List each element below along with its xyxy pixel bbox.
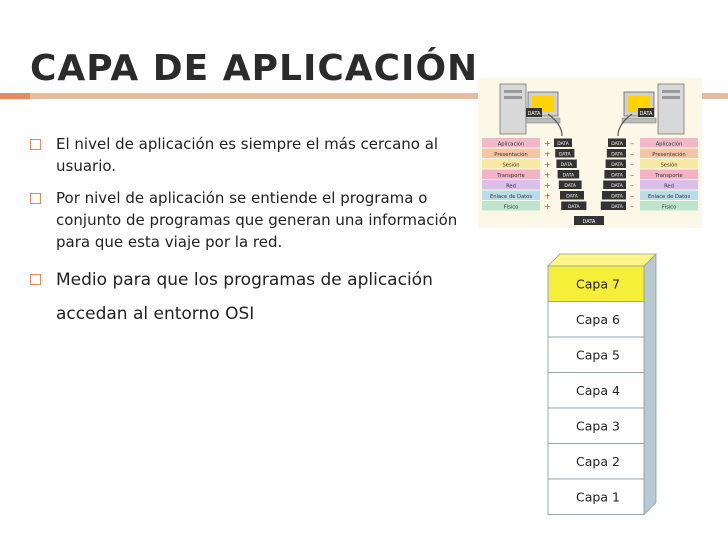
- osi-layer-label-left: Presentación: [494, 152, 528, 158]
- data-packet-label: DATA: [611, 173, 623, 179]
- data-packet-label: DATA: [611, 163, 623, 168]
- osi-layer-label-left: Físico: [503, 204, 519, 211]
- osi-layer-label-left: Enlace de Datos: [489, 194, 533, 200]
- minus-icon: –: [630, 139, 634, 148]
- bullet-text: El nivel de aplicación es siempre el más cercano al usuario.: [56, 135, 439, 175]
- osi-layer-label-right: Aplicación: [655, 141, 683, 148]
- bullet-text: Medio para que los programas de aplicación accedan al entorno OSI: [56, 270, 433, 324]
- bullet-text: Por nivel de aplicación se entiende el programa o conjunto de programas que generan una información para que esta viaje por la red.: [56, 189, 458, 251]
- osi-layer-label-right: Transporte: [655, 173, 683, 179]
- data-packet-label: DATA: [582, 219, 596, 225]
- minus-icon: –: [630, 202, 634, 211]
- data-packet-label: DATA: [557, 142, 569, 147]
- layer-label: Capa 3: [576, 418, 620, 434]
- osi-layer-label-left: Transporte: [497, 173, 525, 179]
- slide-title: CAPA DE APLICACIÓN: [30, 48, 479, 89]
- layer-label: Capa 2: [576, 453, 620, 469]
- svg-text:DATA: DATA: [527, 111, 541, 117]
- data-packet-label: DATA: [562, 173, 575, 179]
- plus-icon: +: [544, 170, 551, 180]
- layer-label: Capa 4: [576, 382, 620, 398]
- osi-layer-label-left: Aplicación: [497, 141, 525, 148]
- osi-layer-label-right: Físico: [661, 204, 677, 211]
- data-packet-label: DATA: [564, 184, 576, 189]
- plus-icon: +: [544, 139, 551, 148]
- layer-label: Capa 7: [576, 276, 620, 292]
- data-packet-label: DATA: [559, 152, 571, 158]
- minus-icon: –: [630, 160, 634, 169]
- layer-label: Capa 6: [576, 311, 620, 327]
- plus-icon: +: [544, 181, 551, 190]
- osi-layer-label-left: Sesión: [502, 162, 520, 169]
- plus-icon: +: [544, 149, 551, 159]
- layer-stack-side-face: [644, 254, 656, 515]
- plus-icon: +: [544, 191, 551, 201]
- data-packet-label: DATA: [568, 205, 580, 210]
- data-packet-label: DATA: [566, 194, 578, 200]
- minus-icon: –: [630, 181, 634, 190]
- svg-text:DATA: DATA: [639, 111, 653, 117]
- layer-label: Capa 5: [576, 347, 620, 363]
- layer-stack-top-face: [548, 254, 656, 266]
- osi-layer-label-right: Red: [664, 183, 674, 190]
- plus-icon: +: [544, 160, 551, 169]
- data-packet-label: DATA: [611, 194, 623, 200]
- data-packet-label: DATA: [611, 205, 623, 210]
- data-packet-label: DATA: [611, 142, 623, 147]
- data-packet-label: DATA: [560, 163, 573, 168]
- minus-icon: –: [630, 191, 634, 201]
- minus-icon: –: [630, 170, 634, 180]
- osi-layer-label-right: Sesión: [660, 162, 678, 169]
- minus-icon: –: [630, 149, 634, 159]
- osi-layer-label-right: Presentación: [652, 152, 686, 158]
- osi-layer-label-right: Enlace de Datos: [647, 194, 691, 200]
- data-packet-label: DATA: [611, 184, 623, 189]
- osi-layer-label-left: Red: [506, 183, 516, 190]
- layer-label: Capa 1: [576, 489, 620, 505]
- data-packet-label: DATA: [611, 152, 623, 158]
- plus-icon: +: [544, 202, 551, 211]
